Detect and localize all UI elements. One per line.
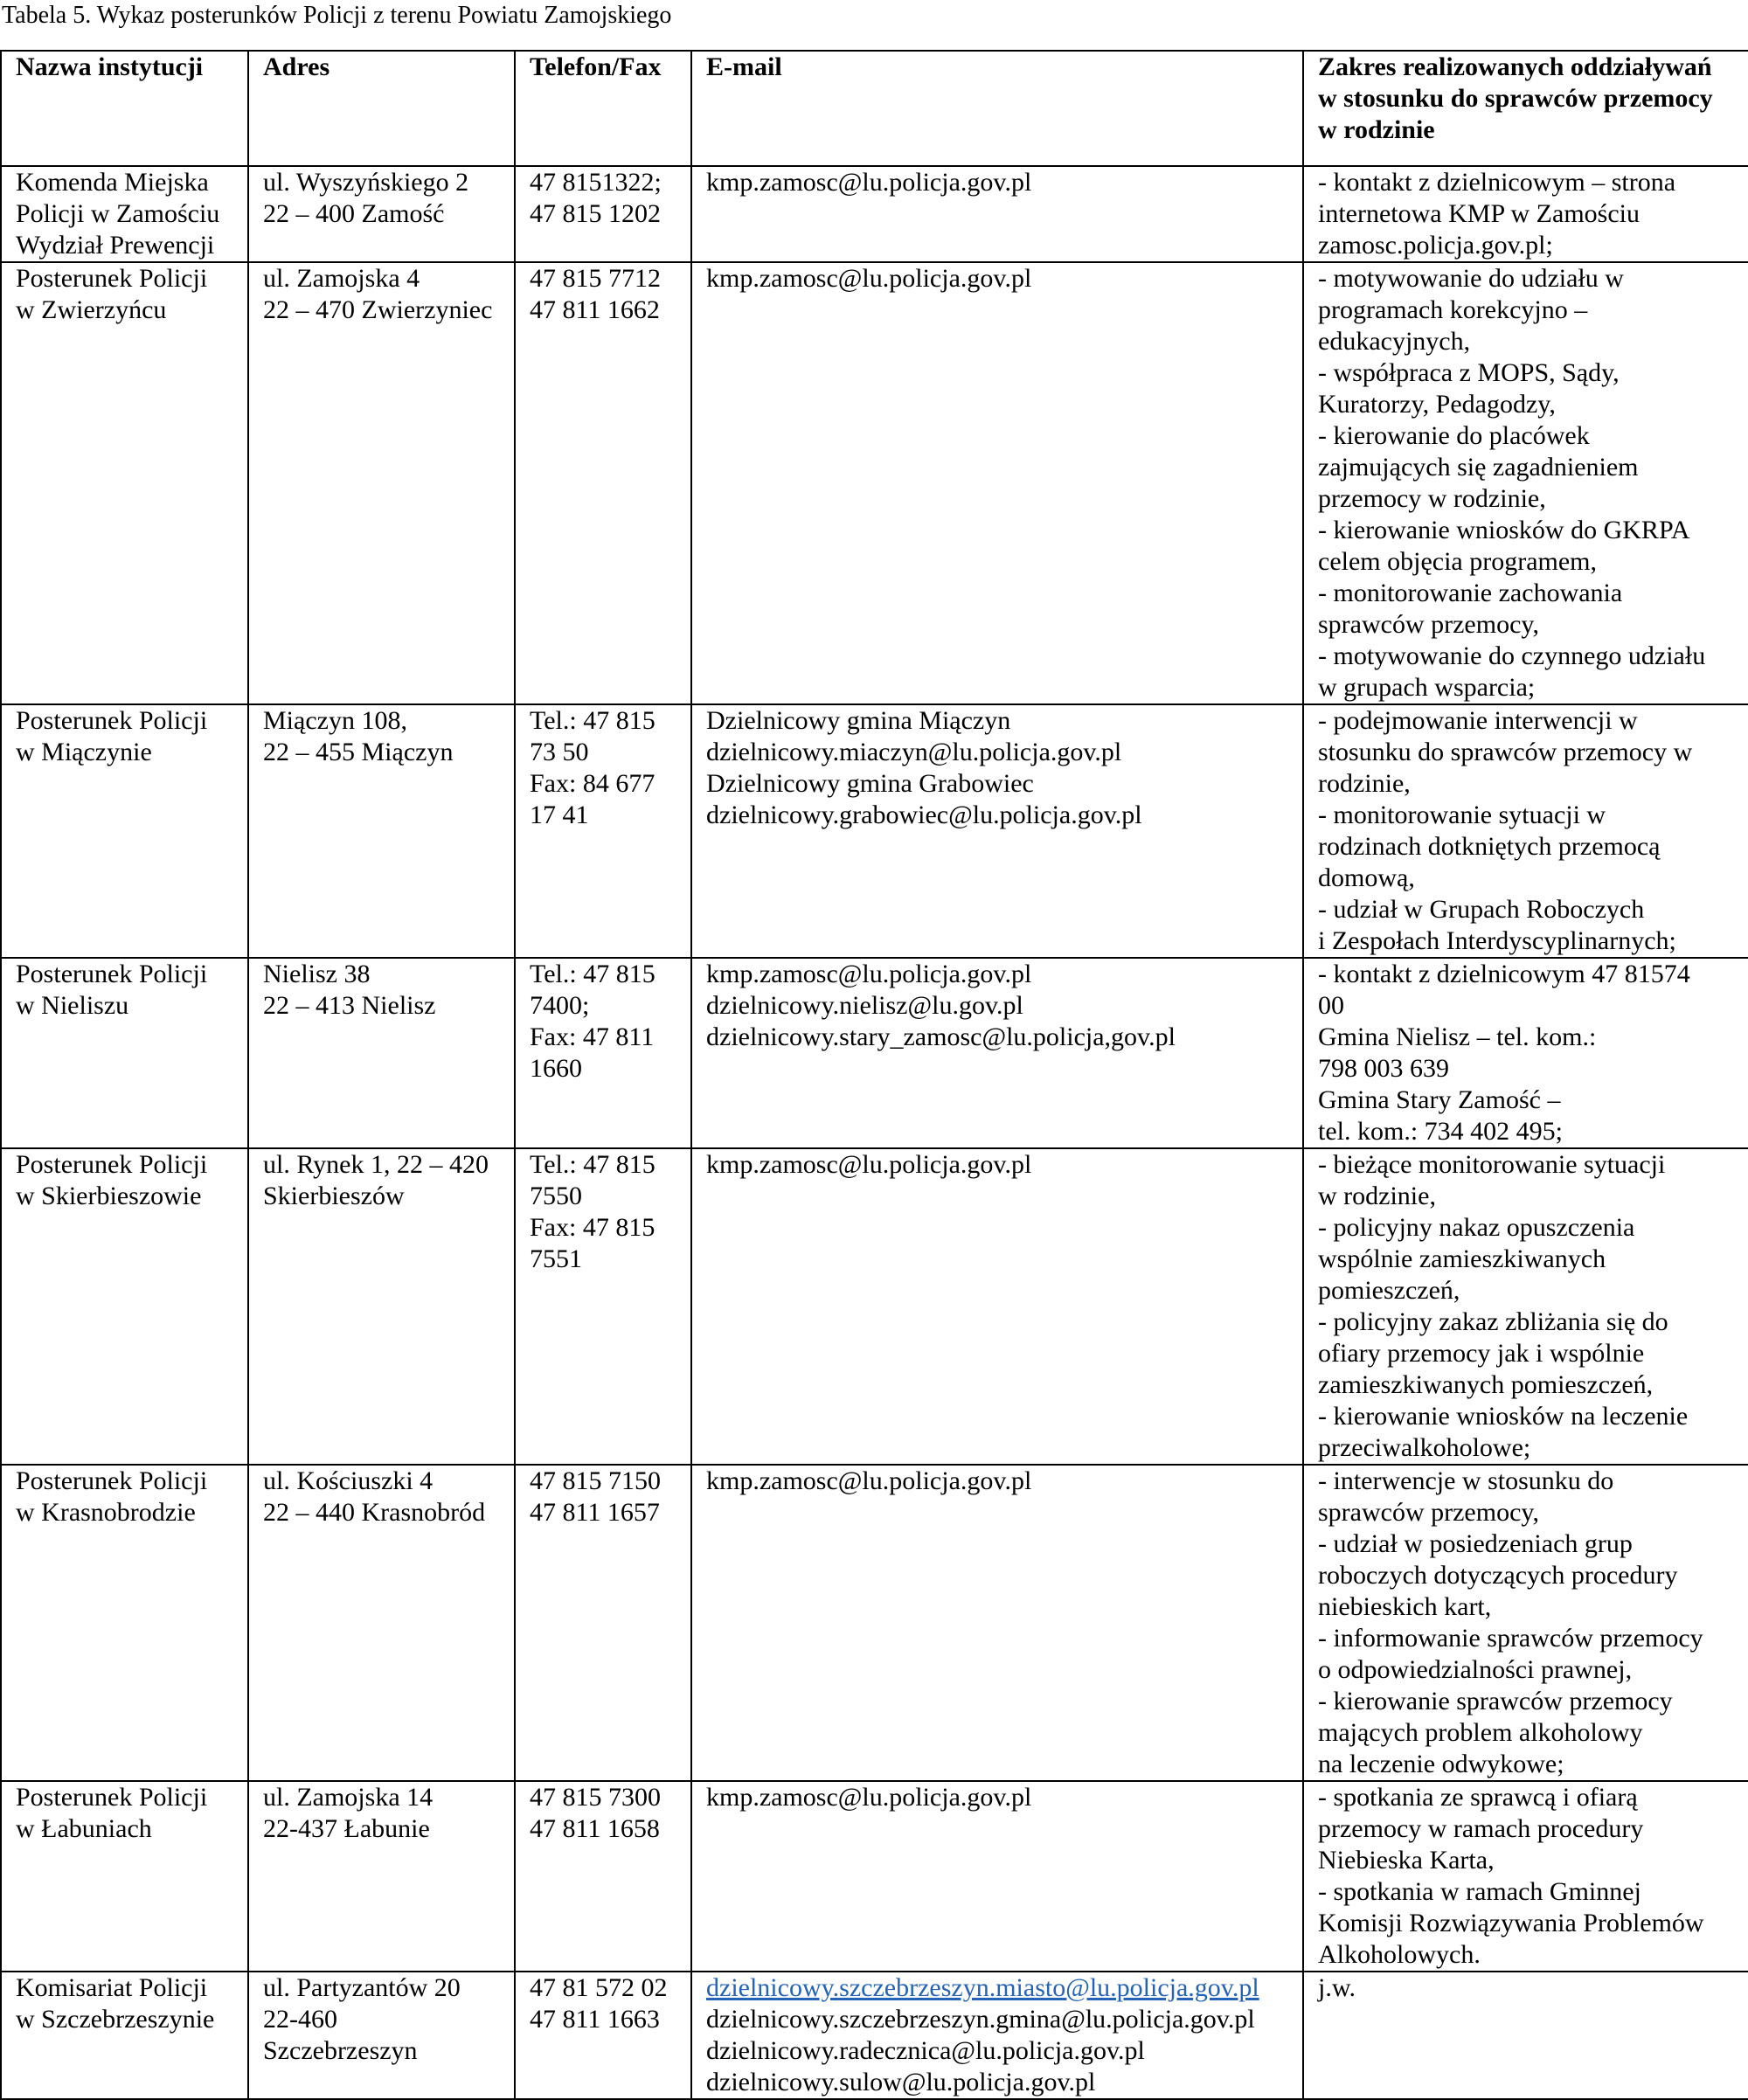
- cell-address: [248, 166, 515, 262]
- cell-phone-line: 47 811 1657: [530, 1498, 660, 1527]
- cell-scope-line: - monitorowanie zachowania: [1318, 579, 1623, 607]
- cell-scope-line: rodzinie,: [1318, 769, 1411, 798]
- cell-name-line: w Krasnobrodzie: [16, 1498, 196, 1527]
- email-link[interactable]: dzielnicowy.szczebrzeszyn.miasto@lu.policja.gov.pl: [706, 1973, 1259, 2002]
- cell-email: [691, 1781, 1303, 1972]
- cell-phone: [515, 704, 691, 958]
- cell-name-line: w Nieliszu: [16, 991, 129, 1020]
- header-name: Nazwa instytucji: [1, 51, 248, 166]
- cell-email: [691, 1465, 1303, 1781]
- cell-phone-line: 47 8151322;: [530, 168, 662, 197]
- cell-scope-line: zamosc.policja.gov.pl;: [1318, 231, 1553, 260]
- cell-scope-line: - bieżące monitorowanie sytuacji: [1318, 1150, 1666, 1179]
- cell-scope-line: Alkoholowych.: [1318, 1940, 1481, 1969]
- header-email: E-mail: [691, 51, 1303, 166]
- cell-scope-line: Niebieska Karta,: [1318, 1846, 1495, 1875]
- cell-scope-line: - policyjny zakaz zbliżania się do: [1318, 1307, 1668, 1336]
- cell-scope-line: celem objęcia programem,: [1318, 547, 1598, 576]
- cell-scope-line: 00: [1318, 991, 1344, 1020]
- cell-email-line: kmp.zamosc@lu.policja.gov.pl: [706, 168, 1032, 197]
- cell-address-line: ul. Kościuszki 4: [263, 1466, 434, 1495]
- cell-name-line: Policji w Zamościu: [16, 199, 220, 228]
- cell-email-line: dzielnicowy.nielisz@lu.gov.pl: [706, 991, 1023, 1020]
- cell-phone: [515, 1781, 691, 1972]
- cell-name-line: Komenda Miejska: [16, 168, 209, 197]
- cell-scope-line: pomieszczeń,: [1318, 1276, 1460, 1305]
- header-scope-line: w stosunku do sprawców przemocy: [1318, 84, 1713, 113]
- cell-phone-line: Fax: 47 815: [530, 1213, 656, 1242]
- cell-scope-line: - spotkania ze sprawcą i ofiarą: [1318, 1783, 1638, 1812]
- cell-scope: [1303, 704, 1748, 958]
- cell-phone-line: 47 815 7150: [530, 1466, 661, 1495]
- cell-phone: [515, 262, 691, 704]
- cell-email-line: dzielnicowy.grabowiec@lu.policja.gov.pl: [706, 800, 1142, 829]
- cell-scope: [1303, 262, 1748, 704]
- cell-phone-line: 17 41: [530, 800, 589, 829]
- cell-name-line: Posterunek Policji: [16, 1150, 208, 1179]
- cell-scope-line: - kontakt z dzielnicowym – strona: [1318, 168, 1676, 197]
- cell-phone-line: 47 81 572 02: [530, 1973, 668, 2002]
- cell-name: [1, 1972, 248, 2099]
- cell-name-line: Posterunek Policji: [16, 1466, 208, 1495]
- cell-phone-line: 7400;: [530, 991, 590, 1020]
- cell-phone: [515, 1972, 691, 2099]
- cell-scope-line: - kontakt z dzielnicowym 47 81574: [1318, 960, 1690, 988]
- cell-name: [1, 262, 248, 704]
- cell-phone-line: Fax: 84 677: [530, 769, 656, 798]
- cell-address: [248, 1148, 515, 1465]
- table-caption: Tabela 5. Wykaz posterunków Policji z terenu Powiatu Zamojskiego: [2, 2, 672, 29]
- header-address: Adres: [248, 51, 515, 166]
- cell-scope-line: Gmina Nielisz – tel. kom.:: [1318, 1022, 1597, 1051]
- cell-scope-line: niebieskich kart,: [1318, 1592, 1492, 1621]
- table-row: [1, 704, 1748, 958]
- cell-phone-line: 47 815 7712: [530, 264, 661, 293]
- cell-address-line: 22-460: [263, 2005, 337, 2034]
- cell-address-line: ul. Partyzantów 20: [263, 1973, 461, 2002]
- cell-scope-line: tel. kom.: 734 402 495;: [1318, 1117, 1563, 1146]
- cell-scope-line: zajmujących się zagadnieniem: [1318, 453, 1639, 482]
- cell-email: [691, 958, 1303, 1148]
- cell-name: [1, 1148, 248, 1465]
- cell-email-line: dzielnicowy.szczebrzeszyn.gmina@lu.policja.gov.pl: [706, 2005, 1255, 2034]
- cell-email: [691, 1972, 1303, 2099]
- cell-email: [691, 166, 1303, 262]
- cell-phone-line: 7551: [530, 1244, 582, 1273]
- cell-address: [248, 1781, 515, 1972]
- cell-scope: [1303, 958, 1748, 1148]
- cell-email-line: dzielnicowy.radecznica@lu.policja.gov.pl: [706, 2036, 1145, 2065]
- cell-phone-line: 47 811 1658: [530, 1814, 660, 1843]
- cell-scope-line: 798 003 639: [1318, 1054, 1449, 1083]
- cell-email-line: Dzielnicowy gmina Grabowiec: [706, 769, 1034, 798]
- cell-name: [1, 1465, 248, 1781]
- cell-phone: [515, 958, 691, 1148]
- cell-scope-line: stosunku do sprawców przemocy w: [1318, 738, 1693, 766]
- cell-scope-line: - udział w posiedzeniach grup: [1318, 1529, 1633, 1558]
- cell-name-line: w Skierbieszowie: [16, 1182, 202, 1210]
- cell-scope-line: - motywowanie do czynnego udziału: [1318, 641, 1706, 670]
- cell-scope-line: rodzinach dotkniętych przemocą: [1318, 832, 1661, 861]
- cell-scope-line: - kierowanie wniosków na leczenie: [1318, 1402, 1689, 1431]
- cell-scope-line: o odpowiedzialności prawnej,: [1318, 1655, 1633, 1684]
- cell-address: [248, 1972, 515, 2099]
- cell-address: [248, 958, 515, 1148]
- cell-address-line: 22 – 470 Zwierzyniec: [263, 295, 493, 324]
- cell-scope-line: - motywowanie do udziału w: [1318, 264, 1624, 293]
- cell-scope-line: - monitorowanie sytuacji w: [1318, 800, 1606, 829]
- cell-name-line: Posterunek Policji: [16, 264, 208, 293]
- cell-email: [691, 704, 1303, 958]
- cell-scope-line: na leczenie odwykowe;: [1318, 1750, 1564, 1778]
- cell-phone-line: 47 815 7300: [530, 1783, 661, 1812]
- header-scope: [1303, 51, 1748, 166]
- cell-scope-line: sprawców przemocy,: [1318, 610, 1539, 639]
- cell-email: [691, 262, 1303, 704]
- cell-scope: [1303, 166, 1748, 262]
- cell-name-line: Posterunek Policji: [16, 706, 208, 735]
- cell-scope-line: internetowa KMP w Zamościu: [1318, 199, 1640, 228]
- table-row: [1, 262, 1748, 704]
- cell-address-line: ul. Rynek 1, 22 – 420: [263, 1150, 489, 1179]
- cell-phone-line: 47 815 1202: [530, 199, 661, 228]
- cell-scope-line: edukacyjnych,: [1318, 327, 1471, 356]
- cell-phone-line: Fax: 47 811: [530, 1022, 655, 1051]
- cell-address-line: Szczebrzeszyn: [263, 2036, 418, 2065]
- cell-phone-line: Tel.: 47 815: [530, 706, 656, 735]
- cell-scope-line: - spotkania w ramach Gminnej: [1318, 1877, 1641, 1906]
- cell-email-line: kmp.zamosc@lu.policja.gov.pl: [706, 1783, 1032, 1812]
- cell-scope-line: - policyjny nakaz opuszczenia: [1318, 1213, 1635, 1242]
- police-stations-table: [0, 50, 1748, 2100]
- cell-scope-line: - kierowanie wniosków do GKRPA: [1318, 516, 1690, 544]
- table-row: [1, 1465, 1748, 1781]
- cell-scope: [1303, 1781, 1748, 1972]
- cell-name: [1, 166, 248, 262]
- cell-scope-line: zamieszkiwanych pomieszczeń,: [1318, 1370, 1654, 1399]
- cell-address-line: Miączyn 108,: [263, 706, 407, 735]
- cell-address-line: ul. Zamojska 14: [263, 1783, 434, 1812]
- cell-address: [248, 262, 515, 704]
- cell-scope-line: przeciwalkoholowe;: [1318, 1433, 1531, 1462]
- header-scope-line: w rodzinie: [1318, 115, 1435, 144]
- cell-phone-line: 73 50: [530, 738, 589, 766]
- cell-address: [248, 704, 515, 958]
- cell-scope-line: Gmina Stary Zamość –: [1318, 1085, 1561, 1114]
- cell-phone-line: 47 811 1663: [530, 2005, 660, 2034]
- cell-email: [691, 1148, 1303, 1465]
- cell-phone-line: 1660: [530, 1054, 582, 1083]
- table-row: [1, 958, 1748, 1148]
- cell-scope: [1303, 1465, 1748, 1781]
- cell-scope-line: roboczych dotyczących procedury: [1318, 1561, 1678, 1590]
- cell-email-line: kmp.zamosc@lu.policja.gov.pl: [706, 960, 1032, 988]
- cell-name-line: Wydział Prewencji: [16, 231, 215, 260]
- cell-scope-line: - informowanie sprawców przemocy: [1318, 1624, 1703, 1653]
- cell-name-line: w Szczebrzeszynie: [16, 2005, 215, 2034]
- cell-scope-line: - udział w Grupach Roboczych: [1318, 895, 1645, 924]
- cell-email-line: kmp.zamosc@lu.policja.gov.pl: [706, 1150, 1032, 1179]
- cell-scope-line: j.w.: [1318, 1973, 1356, 2002]
- table-row: [1, 1972, 1748, 2099]
- cell-name-line: w Zwierzyńcu: [16, 295, 167, 324]
- cell-address-line: 22 – 400 Zamość: [263, 199, 445, 228]
- cell-address-line: 22-437 Łabunie: [263, 1814, 430, 1843]
- cell-name: [1, 704, 248, 958]
- cell-address-line: Skierbieszów: [263, 1182, 405, 1210]
- cell-address-line: 22 – 440 Krasnobród: [263, 1498, 486, 1527]
- cell-email-line: kmp.zamosc@lu.policja.gov.pl: [706, 1466, 1032, 1495]
- cell-name: [1, 1781, 248, 1972]
- cell-name-line: Posterunek Policji: [16, 960, 208, 988]
- cell-scope-line: przemocy w rodzinie,: [1318, 484, 1546, 513]
- cell-scope-line: sprawców przemocy,: [1318, 1498, 1539, 1527]
- cell-email-line: dzielnicowy.sulow@lu.policja.gov.pl: [706, 2068, 1096, 2097]
- cell-scope-line: - kierowanie do placówek: [1318, 421, 1590, 450]
- cell-name-line: w Miączynie: [16, 738, 152, 766]
- cell-scope: [1303, 1148, 1748, 1465]
- cell-scope-line: programach korekcyjno –: [1318, 295, 1588, 324]
- cell-name-line: w Łabuniach: [16, 1814, 152, 1843]
- table-header-row: [1, 51, 1748, 166]
- cell-address-line: 22 – 455 Miączyn: [263, 738, 454, 766]
- cell-phone-line: Tel.: 47 815: [530, 960, 656, 988]
- cell-name: [1, 958, 248, 1148]
- cell-phone-line: 7550: [530, 1182, 582, 1210]
- cell-address-line: ul. Wyszyńskiego 2: [263, 168, 469, 197]
- cell-scope-line: i Zespołach Interdyscyplinarnych;: [1318, 926, 1676, 955]
- cell-email-line: dzielnicowy.stary_zamosc@lu.policja,gov.pl: [706, 1022, 1176, 1051]
- cell-scope-line: Kuratorzy, Pedagodzy,: [1318, 390, 1556, 419]
- cell-phone: [515, 166, 691, 262]
- cell-scope-line: ofiary przemocy jak i wspólnie: [1318, 1339, 1645, 1368]
- cell-scope-line: domową,: [1318, 863, 1415, 892]
- cell-scope-line: w rodzinie,: [1318, 1182, 1436, 1210]
- cell-scope-line: - współpraca z MOPS, Sądy,: [1318, 358, 1620, 387]
- cell-address-line: ul. Zamojska 4: [263, 264, 420, 293]
- cell-address-line: 22 – 413 Nielisz: [263, 991, 436, 1020]
- cell-scope-line: - podejmowanie interwencji w: [1318, 706, 1638, 735]
- cell-scope-line: - interwencje w stosunku do: [1318, 1466, 1614, 1495]
- header-phone: Telefon/Fax: [515, 51, 691, 166]
- cell-phone: [515, 1465, 691, 1781]
- table-row: [1, 166, 1748, 262]
- cell-email-line: dzielnicowy.miaczyn@lu.policja.gov.pl: [706, 738, 1122, 766]
- cell-name-line: Komisariat Policji: [16, 1973, 208, 2002]
- cell-scope-line: mających problem alkoholowy: [1318, 1718, 1643, 1747]
- cell-address: [248, 1465, 515, 1781]
- cell-email-line: kmp.zamosc@lu.policja.gov.pl: [706, 264, 1032, 293]
- cell-scope-line: w grupach wsparcia;: [1318, 673, 1536, 702]
- table-row: [1, 1148, 1748, 1465]
- header-scope-line: Zakres realizowanych oddziaływań: [1318, 52, 1712, 81]
- cell-name-line: Posterunek Policji: [16, 1783, 208, 1812]
- cell-scope: [1303, 1972, 1748, 2099]
- cell-phone-line: Tel.: 47 815: [530, 1150, 656, 1179]
- cell-scope-line: wspólnie zamieszkiwanych: [1318, 1244, 1606, 1273]
- cell-scope-line: - kierowanie sprawców przemocy: [1318, 1687, 1673, 1715]
- cell-scope-line: przemocy w ramach procedury: [1318, 1814, 1644, 1843]
- cell-scope-line: Komisji Rozwiązywania Problemów: [1318, 1909, 1704, 1937]
- cell-email-line: Dzielnicowy gmina Miączyn: [706, 706, 1011, 735]
- cell-phone: [515, 1148, 691, 1465]
- cell-phone-line: 47 811 1662: [530, 295, 660, 324]
- cell-address-line: Nielisz 38: [263, 960, 371, 988]
- table-row: [1, 1781, 1748, 1972]
